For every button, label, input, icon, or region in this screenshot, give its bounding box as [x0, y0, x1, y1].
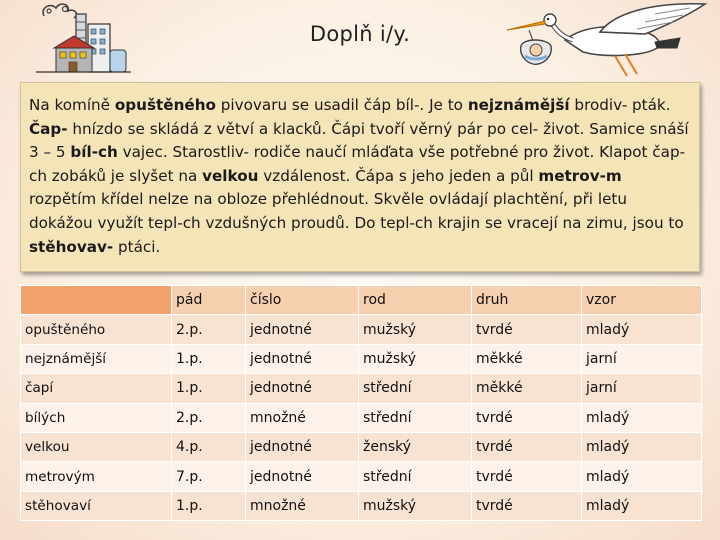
table-cell-pad: 4.p.	[172, 432, 246, 461]
table-cell-word: čapí	[21, 374, 172, 403]
table-cell-cislo: jednotné	[246, 432, 359, 461]
exercise-text-box	[20, 82, 700, 272]
table-cell-rod: mužský	[359, 344, 472, 373]
table-row	[21, 315, 702, 344]
table-cell-word: bílých	[21, 403, 172, 432]
table-cell-druh: tvrdé	[472, 315, 582, 344]
table-cell-pad: 7.p.	[172, 462, 246, 491]
highlighted-word: nejznámější	[467, 96, 570, 114]
table-header-vzor: vzor	[582, 286, 702, 315]
text-segment: ptáci.	[113, 237, 161, 256]
table-header-rod: rod	[359, 286, 472, 315]
table-cell-vzor: mladý	[582, 491, 702, 520]
table-cell-druh: tvrdé	[472, 432, 582, 461]
table-cell-rod: mužský	[359, 491, 472, 520]
table-cell-word: stěhovaví	[21, 491, 172, 520]
highlighted-word: velkou	[202, 166, 259, 185]
table-row	[21, 374, 702, 403]
table-cell-rod: ženský	[359, 432, 472, 461]
table-header-druh: druh	[472, 286, 582, 315]
table-cell-druh: tvrdé	[472, 403, 582, 432]
table-header-pad: pád	[172, 286, 246, 315]
text-segment: brodiv- pták.	[569, 96, 671, 114]
table-row	[21, 403, 702, 432]
text-segment: vajec. Starostliv- rodiče naučí mláďata vše potřebné pro život. Klapot čap-ch zobáků je slyšet na	[29, 143, 686, 185]
text-segment: Na komíně	[29, 96, 115, 114]
highlighted-word: opuštěného	[114, 96, 216, 114]
table-cell-vzor: jarní	[582, 344, 702, 373]
table-cell-cislo: množné	[246, 491, 359, 520]
table-cell-vzor: mladý	[582, 315, 702, 344]
table-cell-druh: tvrdé	[472, 462, 582, 491]
table-cell-word: nejznámější	[21, 344, 172, 373]
text-segment: vzdálenost. Čápa s jeho jeden a půl	[258, 166, 539, 185]
table-header-row	[21, 286, 702, 315]
table-row	[21, 432, 702, 461]
slide-title: Doplň i/y.	[309, 22, 411, 46]
grammar-table	[20, 285, 702, 521]
table-row	[21, 462, 702, 491]
stork-icon	[505, 2, 720, 80]
table-cell-rod: střední	[359, 403, 472, 432]
table-header-cislo: číslo	[246, 286, 359, 315]
table-cell-druh: měkké	[472, 374, 582, 403]
text-segment: rozpětím křídel nelze na obloze přehlédnout. Skvěle ovládají plachtění, při letu dokážou využít tepl-ch vzdušných proudů. Do tepl-ch krajin se vracejí na zimu, jsou to	[29, 190, 684, 232]
text-segment: pivovaru se usadil čáp bíl-. Je to	[215, 96, 468, 114]
table-cell-vzor: mladý	[582, 403, 702, 432]
table-cell-word: metrovým	[21, 462, 172, 491]
table-cell-pad: 2.p.	[172, 403, 246, 432]
table-row	[21, 491, 702, 520]
table-cell-vzor: mladý	[582, 462, 702, 491]
table-row	[21, 344, 702, 373]
table-cell-pad: 2.p.	[172, 315, 246, 344]
table-cell-word: opuštěného	[21, 315, 172, 344]
table-cell-cislo: jednotné	[246, 462, 359, 491]
table-cell-rod: mužský	[359, 315, 472, 344]
table-cell-rod: střední	[359, 374, 472, 403]
table-cell-vzor: jarní	[582, 374, 702, 403]
exercise-paragraph	[29, 94, 689, 259]
table-cell-cislo: jednotné	[246, 374, 359, 403]
table-cell-pad: 1.p.	[172, 344, 246, 373]
table-cell-cislo: jednotné	[246, 344, 359, 373]
text-segment: hnízdo se skládá z větví a klacků. Čápi tvoří věrný pár po cel- život. Samice snáší 3 – 5	[29, 119, 689, 162]
highlighted-word: bíl-ch	[70, 143, 118, 162]
table-cell-druh: tvrdé	[472, 491, 582, 520]
table-cell-vzor: mladý	[582, 432, 702, 461]
table-cell-druh: měkké	[472, 344, 582, 373]
highlighted-word: metrov-m	[538, 166, 622, 185]
table-cell-rod: střední	[359, 462, 472, 491]
table-cell-cislo: jednotné	[246, 315, 359, 344]
highlighted-word: stěhovav-	[29, 237, 114, 256]
table-cell-pad: 1.p.	[172, 491, 246, 520]
table-header-corner	[21, 286, 172, 315]
table-cell-pad: 1.p.	[172, 374, 246, 403]
highlighted-word: Čap-	[29, 119, 68, 138]
table-cell-cislo: množné	[246, 403, 359, 432]
table-cell-word: velkou	[21, 432, 172, 461]
